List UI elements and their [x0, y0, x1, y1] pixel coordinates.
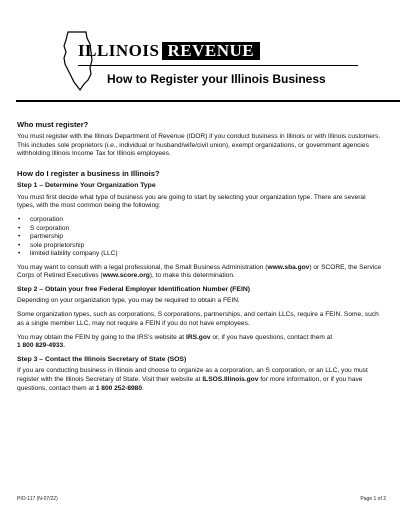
list-item: • partnership	[18, 233, 63, 241]
who-paragraph: You must register with the Illinois Department of Revenue (IDOR) if you conduct business in Illinois or with Illinois customers. This includes sole proprietors (i.e., individual or husband/wife/civil union), exempt organizations, or government agencies withholding Illinois Income Tax for Illinois employees.	[17, 133, 381, 158]
organization-type-list	[17, 216, 383, 259]
bullet: •	[18, 224, 21, 232]
document-body	[17, 120, 383, 399]
sba-link[interactable]: www.sba.gov	[267, 263, 310, 271]
step2-heading: Step 2 – Obtain your free Federal Employer Identification Number (FEIN)	[17, 285, 251, 293]
brand-illinois: ILLINOIS	[78, 41, 160, 60]
who-heading: Who must register?	[17, 120, 89, 129]
list-item: • corporation	[18, 216, 63, 224]
irs-phone: 1 800 829-4933	[17, 342, 64, 350]
bullet: •	[18, 233, 21, 241]
bullet: •	[18, 216, 21, 224]
step3-heading: Step 3 – Contact the Illinois Secretary of State (SOS)	[17, 355, 187, 363]
page-title: How to Register your Illinois Business	[107, 72, 326, 86]
step2-p2: Some organization types, such as corporations, S corporations, partnerships, and certain LLCs, require a FEIN. Some, such as a single member LLC, may not require a FEIN if you do not have employees.	[17, 311, 379, 327]
step1-intro: You must first decide what type of business you are going to start by selecting your organization type. There are several types, with the most common being the following:	[17, 193, 366, 210]
page-number: Page 1 of 2	[360, 496, 386, 502]
bullet: •	[18, 250, 21, 258]
irs-link[interactable]: IRS.gov	[185, 333, 211, 341]
list-item: • limited liability company (LLC)	[18, 250, 118, 258]
ie-italic: i.e.	[106, 141, 116, 149]
sos-link[interactable]: ILSOS.Illinois.gov	[202, 376, 259, 384]
step3-p1: If you are conducting business in Illinois and choose to organize as a corporation, an S corporation, or an LLC, you must register with the Illinois Secretary of State. Visit their website at ILSOS.Illinois.gov for more information, or if you have questions, contact them at 1 800 252-8980.	[17, 367, 368, 392]
list-item: • sole proprietorship	[18, 241, 85, 249]
step1-consult: You may want to consult with a legal professional, the Small Business Administration (www.sba.gov) or SCORE, the Service Corps of Retired Executives (www.score.org), to make this determination.	[17, 263, 382, 280]
how-heading: How do I register a business in Illinois?	[17, 169, 160, 179]
score-link[interactable]: www.score.org	[102, 272, 150, 280]
brand-revenue: REVENUE	[162, 42, 260, 60]
list-item: • S corporation	[18, 224, 70, 232]
header-divider	[16, 100, 400, 102]
sos-phone: 1 800 252-8980	[95, 384, 143, 392]
step2-p1: Depending on your organization type, you may be required to obtain a FEIN.	[17, 297, 240, 305]
step2-p3: You may obtain the FEIN by going to the IRS’s website at IRS.gov or, if you have questions, contact them at 1 800 829-4933.	[17, 333, 333, 350]
brand-rule	[78, 65, 358, 66]
brand-wordmark	[78, 42, 260, 60]
illinois-state-outline-icon	[60, 30, 100, 92]
step1-heading: Step 1 – Determine Your Organization Type	[17, 182, 156, 190]
bullet: •	[18, 241, 21, 249]
form-id: PIO-117 (N-07/22)	[17, 496, 58, 502]
